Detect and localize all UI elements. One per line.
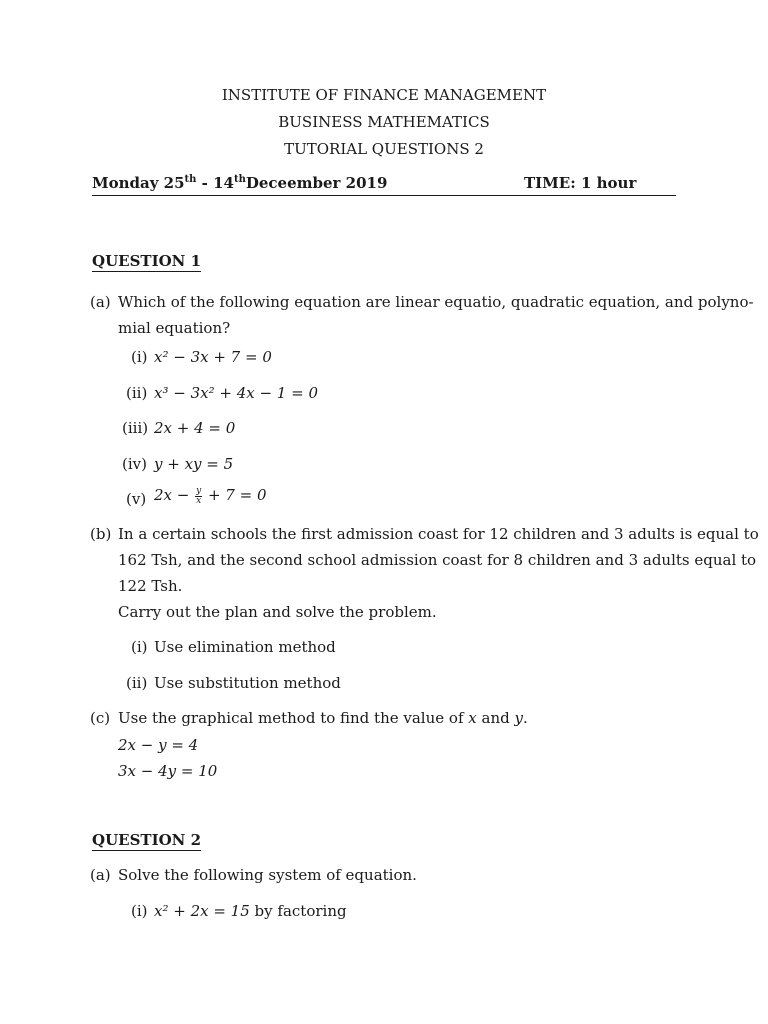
time-text: TIME: 1 hour xyxy=(524,174,637,192)
q1-a-iv-label: (iv) xyxy=(122,455,147,473)
q1-b-i-label: (i) xyxy=(131,638,148,656)
q1-a-i-equation: x² − 3x + 7 = 0 xyxy=(154,348,272,366)
q2-a-label: (a) xyxy=(90,866,111,884)
q1-c-label: (c) xyxy=(90,709,111,727)
q2-a-i-label: (i) xyxy=(131,902,148,920)
q1-a-iv-equation: y + xy = 5 xyxy=(154,455,234,473)
q1-b-label: (b) xyxy=(90,525,112,543)
document-title: TUTORIAL QUESTIONS 2 xyxy=(284,140,484,158)
date-time-row xyxy=(92,174,676,194)
q1-b-line1: In a certain schools the first admission coast for 12 children and 3 adults is equal to xyxy=(118,525,759,543)
q1-b-line2: 162 Tsh, and the second school admission coast for 8 children and 3 adults equal to xyxy=(118,551,757,569)
q1-a-iii-label: (iii) xyxy=(122,419,149,437)
q2-a-i-content: x² + 2x = 15 by factoring xyxy=(154,902,347,920)
q1-b-ii-label: (ii) xyxy=(126,674,148,692)
institute-name: INSTITUTE OF FINANCE MANAGEMENT xyxy=(221,86,547,104)
q1-c-line: Use the graphical method to find the value of x and y. xyxy=(118,709,528,727)
q1-a-line2: mial equation? xyxy=(118,319,231,337)
q1-a-label: (a) xyxy=(90,293,111,311)
q1-b-i-text: Use elimination method xyxy=(154,638,336,656)
q2-a-line1: Solve the following system of equation. xyxy=(118,866,417,884)
q1-b-line3: 122 Tsh. xyxy=(118,577,183,595)
q1-a-i-label: (i) xyxy=(131,348,148,366)
q1-c-equation-1: 2x − y = 4 xyxy=(118,736,199,754)
q1-a-v-label: (v) xyxy=(126,490,147,508)
q1-a-ii-label: (ii) xyxy=(126,384,148,402)
q1-a-iii-equation: 2x + 4 = 0 xyxy=(154,419,236,437)
header-rule xyxy=(92,195,676,196)
q1-b-line4: Carry out the plan and solve the problem. xyxy=(118,603,437,621)
q1-b-ii-text: Use substitution method xyxy=(154,674,341,692)
fraction-y-over-x: $\frac{y}{x}$ xyxy=(196,485,202,506)
q1-a-v-equation: 2x − $\frac{y}{x}$ + 7 = 0 xyxy=(154,485,267,506)
q1-a-ii-equation: x³ − 3x² + 4x − 1 = 0 xyxy=(154,384,318,402)
course-name: BUSINESS MATHEMATICS xyxy=(278,113,490,131)
date-text: Monday 25th - 14thDeceember 2019 xyxy=(92,174,388,192)
q1-a-line1: Which of the following equation are linear equatio, quadratic equation, and polyno- xyxy=(118,293,754,311)
question-1-heading: QUESTION 1 xyxy=(92,252,202,270)
q1-c-equation-2: 3x − 4y = 10 xyxy=(118,762,218,780)
question-2-heading: QUESTION 2 xyxy=(92,831,202,849)
